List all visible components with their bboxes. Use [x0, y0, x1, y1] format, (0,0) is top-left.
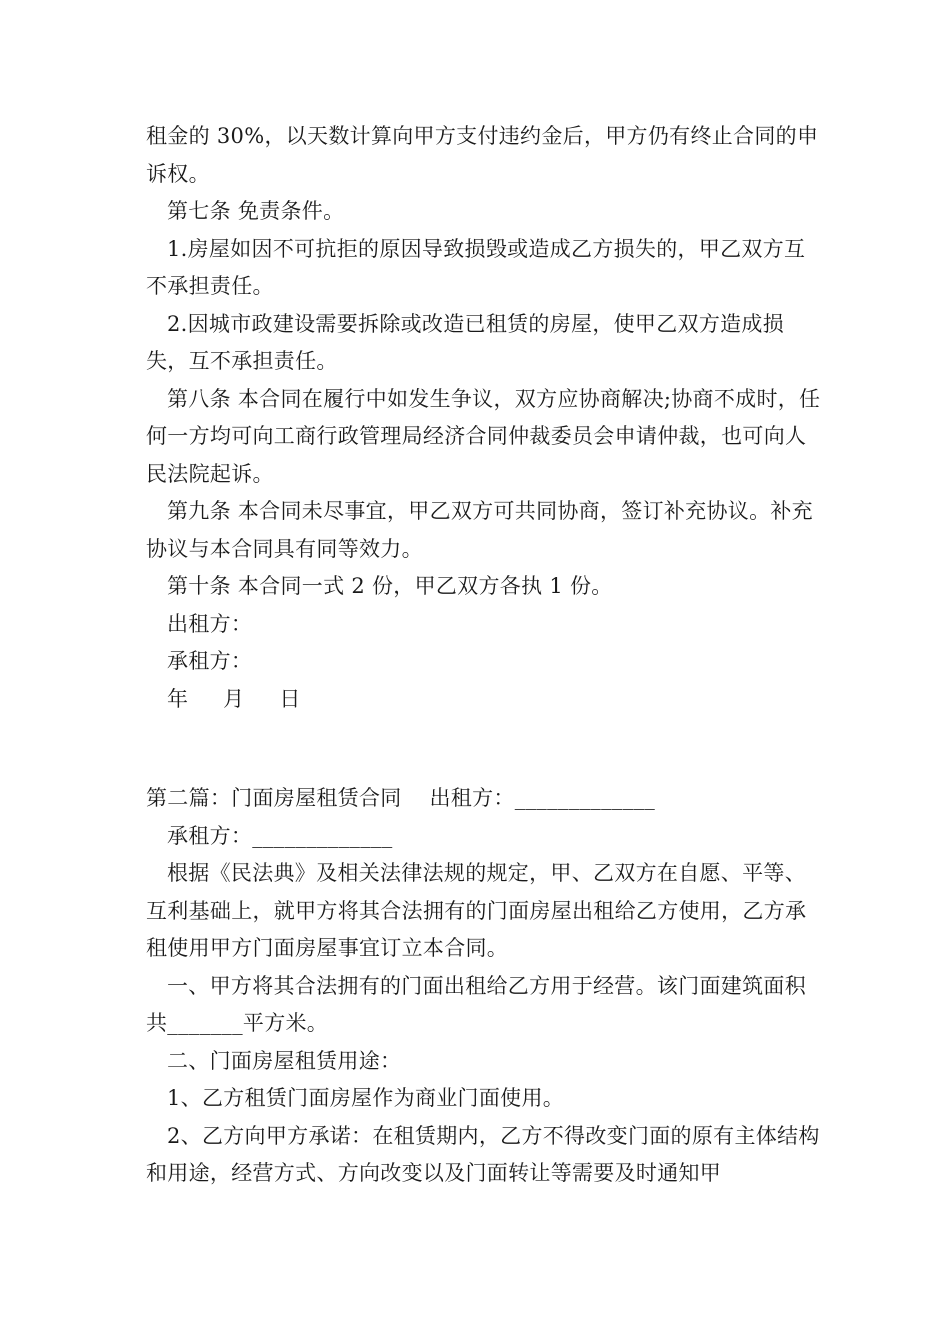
paragraph-preamble: 根据《民法典》及相关法律法规的规定，甲、乙双方在自愿、平等、互利基础上，就甲方将其合法拥有的门面房屋出租给乙方使用，乙方承租使用甲方门面房屋事宜订立本合同。 [146, 861, 807, 960]
paragraph-clause-2-item-2: 2、乙方向甲方承诺：在租赁期内，乙方不得改变门面的原有主体结构和用途，经营方式、方向改变以及门面转让等需要及时通知甲 [146, 1123, 820, 1185]
paragraph-clause-2-title: 二、门面房屋租赁用途： [167, 1048, 402, 1073]
paragraph-article-10: 第十条 本合同一式 2 份，甲乙双方各执 1 份。 [167, 574, 613, 598]
contract-section-1 [146, 118, 826, 718]
signature-lessee: 承租方： [167, 649, 253, 673]
paragraph-clause-1: 一、甲方将其合法拥有的门面出租给乙方用于经营。该门面建筑面积共_______平方米。 [146, 973, 806, 1035]
paragraph-article-9: 第九条 本合同未尽事宜，甲乙双方可共同协商，签订补充协议。补充协议与本合同具有同等效力。 [146, 499, 813, 561]
paragraph-penalty: 租金的 30%，以天数计算向甲方支付违约金后，甲方仍有终止合同的申诉权。 [146, 124, 819, 186]
paragraph-article-7-title: 第七条 免责条件。 [167, 199, 345, 223]
signature-lessor: 出租方： [167, 611, 253, 636]
paragraph-article-7-item-2: 2.因城市政建设需要拆除或改造已租赁的房屋，使甲乙双方造成损失，互不承担责任。 [146, 311, 785, 373]
paragraph-article-8: 第八条 本合同在履行中如发生争议，双方应协商解决;协商不成时，任何一方均可向工商行政管理局经济合同仲裁委员会申请仲裁，也可向人民法院起诉。 [146, 386, 821, 486]
contract-section-2 [146, 780, 826, 1193]
signature-date: 年 月 日 [167, 686, 301, 711]
paragraph-article-7-item-1: 1.房屋如因不可抗拒的原因导致损毁或造成乙方损失的，甲乙双方互不承担责任。 [146, 236, 806, 298]
heading-part-2: 第二篇：门面房屋租赁合同 出租方：_____________ [146, 786, 656, 810]
paragraph-clause-2-item-1: 1、乙方租赁门面房屋作为商业门面使用。 [167, 1086, 565, 1110]
party-lessee-line: 承租方：_____________ [167, 823, 393, 848]
